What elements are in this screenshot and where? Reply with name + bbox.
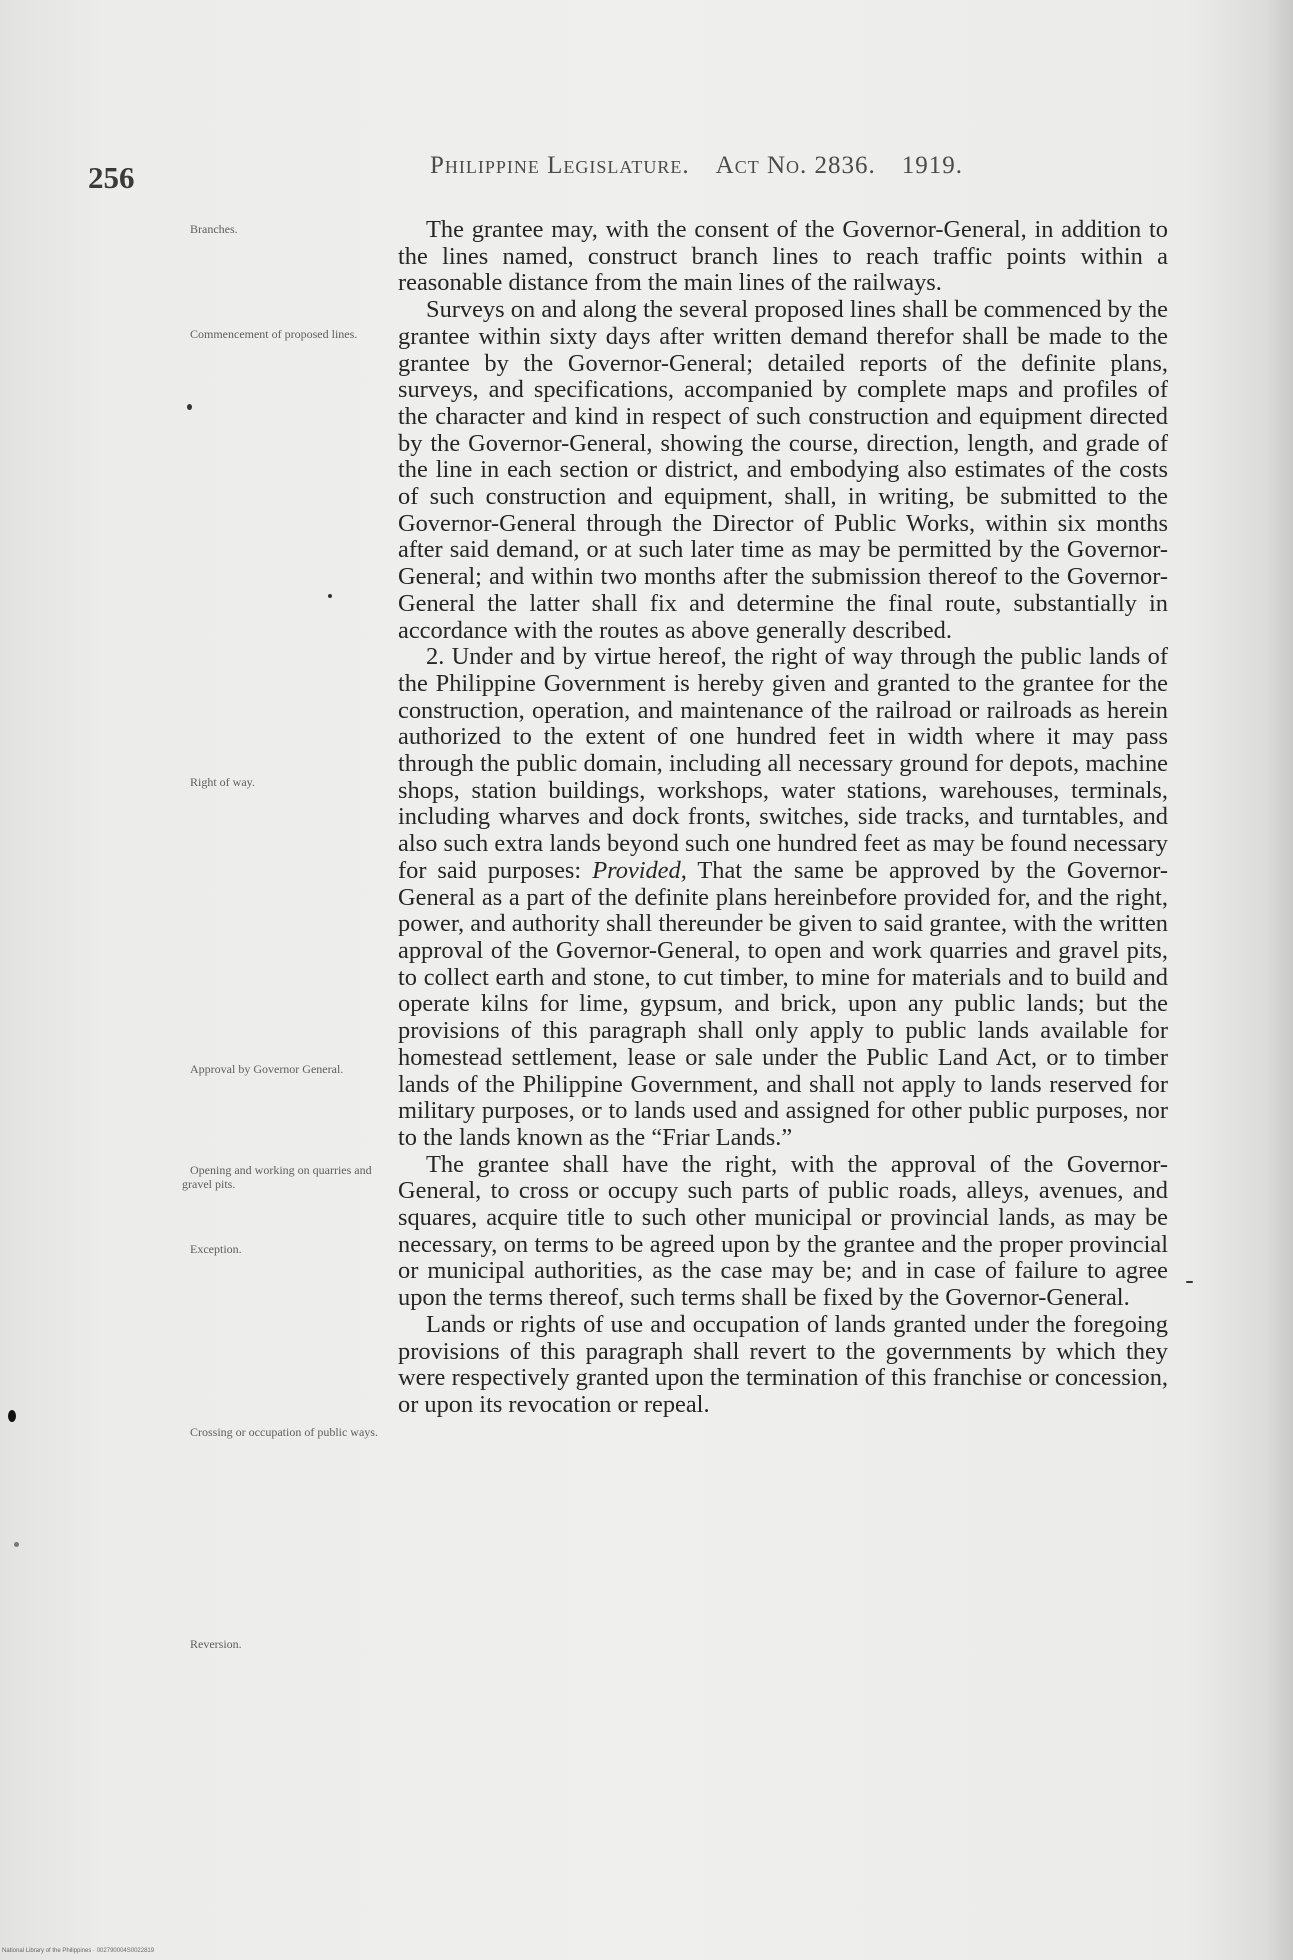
paragraph-surveys: Surveys on and along the several proposed lines shall be commenced by the grantee within sixty days after written demand therefor shall be made to the grantee by the Governor-General; detailed reports of the definite plans, surveys, and specifications, accompanied by complete maps and profiles of the character and kind in respect of such construction and equipment directed by the Governor-General, showing the course, direction, length, and grade of the line in each section or district, and embodying also estimates of the costs of such construction and equipment, shall, in writing, be submitted to the Governor-General through the Director of Public Works, within six months after said demand, or at such later time as may be permitted by the Governor-General; and within two months after the submission thereof to the Governor-General the latter shall fix and determine the final route, substantially in accordance with the routes as above generally described. [398,296,1168,644]
paragraph-right-of-way-text: 2. Under and by virtue hereof, the right of way through the public lands of the Philippine Government is hereby given and granted to the grantee for the construction, operation, and maintenance of the railroad or railroads as herein authorized to the extent of one hundred feet in width where it may pass through the public domain, including all necessary ground for depots, machine shops, station buildings, workshops, water stations, warehouses, terminals, including wharves and dock fronts, switches, side tracks, and turntables, and also such extra lands beyond such one hundred feet as may be found necessary for said purposes: [398,643,1168,884]
header-legislature: Philippine Legislature. [430,152,690,179]
scan-speck [14,1542,19,1547]
margin-note-reversion: Reversion. [190,1637,242,1651]
paragraph-crossing: The grantee shall have the right, with the approval of the Governor-General, to cross or occupy such parts of public roads, alleys, avenues, and squares, acquire title to such other municipal or provincial lands, as may be necessary, on terms to be agreed upon by the grantee and the proper provincial or municipal authorities, as the case may be; and in case of failure to agree upon the terms thereof, such terms shall be fixed by the Governor-General. [398,1150,1168,1312]
paragraph-right-of-way [398,644,1168,1151]
scan-credit: National Library of the Philippines · 002790004S0022819 [2,1948,155,1954]
proviso-term: Provided, [592,856,687,884]
scan-speck [328,594,332,598]
page-number: 256 [88,160,135,195]
page-edge-shadow [1269,0,1293,1960]
margin-note-exception: Exception. [190,1242,242,1256]
paragraph-proviso-text: That the same be approved by the Governor-General as a part of the definite plans hereinbefore provided for, and the right, power, and authority shall thereunder be given to said grantee, with the written approval of the Governor-General, to open and work quarries and gravel pits, to collect earth and stone, to cut timber, to mine for materials and to build and operate kilns for lime, gypsum, and brick, upon any public lands; but the provisions of this paragraph shall only apply to public lands available for homestead settlement, lease or sale under the Public Land Act, or to timber lands of the Philippine Government, and shall not apply to lands reserved for military purposes, or to lands used and assigned for other public purposes, nor to the lands known as the “Friar Lands.” [398,856,1168,1151]
margin-note-right-of-way: Right of way. [190,775,255,789]
margin-note-approval: Approval by Governor General. [190,1062,344,1076]
margin-note-branches: Branches. [190,222,238,236]
body-text [398,217,1168,1419]
margin-note-quarries: Opening and working on quarries and gravel pits. [182,1163,372,1191]
header-act: Act No. 2836. [715,152,876,179]
paragraph-reversion: Lands or rights of use and occupation of lands granted under the foregoing provisions of this paragraph shall revert to the governments by which they were respectively granted upon the termination of this franchise or concession, or upon its revocation or repeal. [398,1310,1168,1418]
header-year: 1919. [901,152,964,179]
margin-note-commencement: Commencement of proposed lines. [190,327,358,341]
running-header [430,152,963,180]
margin-note-crossing: Crossing or occupation of public ways. [190,1425,378,1439]
paragraph-branches: The grantee may, with the consent of the Governor-General, in addition to the lines named, construct branch lines to reach traffic points within a reasonable distance from the main lines of the railways. [398,216,1168,297]
scan-speck [8,1410,16,1422]
scan-speck [187,404,192,410]
scan-speck [1186,1281,1193,1283]
